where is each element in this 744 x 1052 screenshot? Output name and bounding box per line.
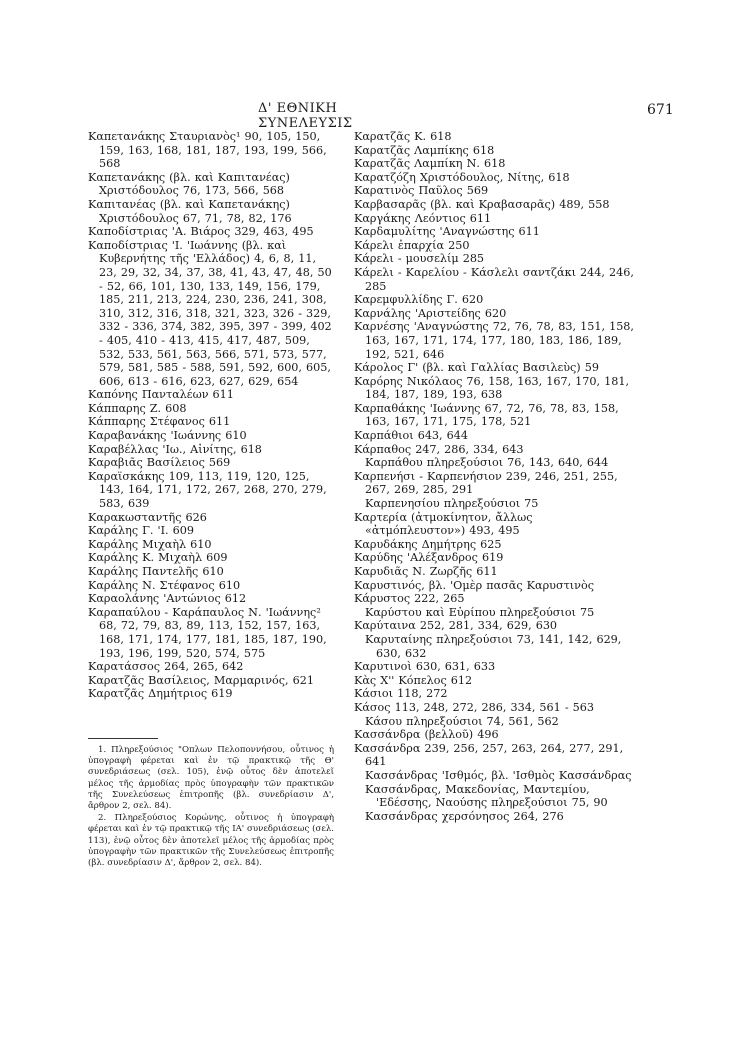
index-entry: Καρατζόζη Χριστόδουλος, Νίτης, 618 — [354, 170, 570, 184]
index-entry: Καρατζᾶς Βασίλειος, Μαρμαρινός, 621 — [88, 673, 315, 687]
index-entry: Καρνέσης 'Αναγνώστης 72, 76, 78, 83, 151, 158, 163, 167, 171, 174, 177, 180, 183, 186, 189, 192, 521, 646 — [354, 320, 634, 361]
index-entry: Κάρπαθος 247, 286, 334, 643 — [354, 442, 524, 456]
index-entry: Κασσάνδρα (βελλοῦ) 496 — [354, 728, 499, 742]
index-entry: Καραβέλλας 'Ιω., Αἰνίτης, 618 — [88, 442, 262, 456]
index-entry: Κάρελι - μουσελίμ 285 — [354, 252, 485, 266]
index-entry: Καρατινὸς Παῦλος 569 — [354, 184, 489, 198]
index-entry: Καραπαύλου - Καράπαυλος Ν. 'Ιωάννης² 68, 72, 79, 83, 89, 113, 152, 157, 163, 168, 171, 174, 177, 181, 185, 187, 190, 193, 196, 199, 520, 574, 575 — [88, 605, 327, 660]
index-entry: Κάσιοι 118, 272 — [354, 687, 448, 701]
running-header-title: Δ' ΕΘΝΙΚΗ ΣΥΝΕΛΕΥΣΙΣ — [258, 101, 353, 131]
index-entry: Καρατζᾶς Λαμπίκης 618 — [354, 143, 495, 157]
index-entry: Καρβασαρᾶς (βλ. καὶ Κραβασαρᾶς) 489, 558 — [354, 197, 610, 211]
index-entry: Καρτερία (ἀτμοκίνητον, ἄλλως «ἀτμόπλευστον») 493, 495 — [354, 510, 533, 538]
page-number: 671 — [647, 102, 674, 118]
index-entry: Καρύδης 'Αλέξανδρος 619 — [354, 551, 504, 565]
index-entry: Καράλης Μιχαὴλ 610 — [88, 537, 212, 551]
index-subentry: Κασσάνδρας, Μακεδονίας, Μαντεμίου, 'Εδέσσης, Ναούσης πληρεξούσιοι 75, 90 — [365, 782, 608, 810]
footnote-1: 1. Πληρεξούσιος "Οπλων Πελοποννήσου, οὗτινος ἡ ὑπογραφὴ φέρεται καὶ ἐν τῷ πρακτικῷ τῆς Θ' συνεδριάσεως (σελ. 105), ἐνῷ οὗτος δὲν ἀποτελεῖ μέλος τῆς ἁρμοδίας πρὸς ὑπογραφὴν τῶν πρακτικῶν τῆς Συνελεύσεως ἐπιτροπῆς (βλ. συνεδρίασιν Δ', ἄρθρον 2, σελ. 84). — [88, 745, 334, 812]
index-entry: Καραβιᾶς Βασίλειος 569 — [88, 456, 231, 470]
index-subentry: Καρπάθου πληρεξούσιοι 76, 143, 640, 644 — [365, 456, 609, 470]
index-entry: Καρεμφυλλίδης Γ. 620 — [354, 293, 484, 307]
footnote-rule — [88, 738, 158, 739]
index-entry: Καπιτανέας (βλ. καὶ Καπετανάκης) Χριστόδουλος 67, 71, 78, 82, 176 — [88, 197, 292, 225]
index-entry: Καρατζᾶς Κ. 618 — [354, 130, 452, 143]
index-entry: Καρπαθάκης 'Ιωάννης 67, 72, 76, 78, 83, 158, 163, 167, 171, 175, 178, 521 — [354, 401, 619, 429]
index-subentry: Καρύστου καὶ Εὐρίπου πληρεξούσιοι 75 — [365, 605, 595, 619]
footnote-2: 2. Πληρεξούσιος Κορώνης, οὗτινος ἡ ὑπογραφὴ φέρεται καὶ ἐν τῷ πρακτικῷ τῆς ΙΑ' συνεδριάσεως (σελ. 113), ἐνῷ οὗτος δὲν ἀποτελεῖ μέλος τῆς ἁρμοδίας πρὸς ὑπογραφὴν τῶν πρακτικῶν τῆς Συνελεύσεως ἐπιτροπῆς (βλ. συνεδρίασιν Δ', ἄρθρον 2, σελ. 84). — [88, 813, 334, 869]
index-subentry: Καρπενησίου πληρεξούσιοι 75 — [365, 497, 539, 511]
index-entry: Καρδαμυλίτης 'Αναγνώστης 611 — [354, 225, 540, 239]
index-entry: Καργάκης Λεόντιος 611 — [354, 211, 492, 225]
index-entry: Καρατζᾶς Λαμπίκη Ν. 618 — [354, 157, 506, 171]
index-entry: Κασσάνδρα 239, 256, 257, 263, 264, 277, 291, 641 — [354, 741, 624, 769]
index-entry: Καπόνης Πανταλέων 611 — [88, 388, 234, 402]
index-entry: Καρατάσσος 264, 265, 642 — [88, 660, 244, 674]
index-entry: Κάσος 113, 248, 272, 286, 334, 561 - 563 — [354, 700, 595, 714]
index-entry: Καρυδάκης Δημήτρης 625 — [354, 537, 502, 551]
index-entry: Κάρυστος 222, 265 — [354, 592, 465, 606]
index-entry: Καποδίστριας 'Ι. 'Ιωάννης (βλ. καὶ Κυβερνήτης τῆς 'Ελλάδος) 4, 6, 8, 11, 23, 29, 32, 34, 37, 38, 41, 43, 47, 48, 50 - 52, 66, 101, 130, 133, 149, 156, 179, 185, 211, 213, 224, 230, 236, 241, 308, 310, 312, 316, 318, 321, 323, 326 - 329, 332 - 336, 374, 382, 395, 397 - 399, 402 - 405, 410 - 413, 415, 417, 487, 509, 532, 533, 561, 563, 566, 571, 573, 577, 579, 581, 585 - 588, 591, 592, 600, 605, 606, 613 - 616, 623, 627, 629, 654 — [88, 238, 332, 388]
index-entry: Καραολάνης 'Αντώνιος 612 — [88, 592, 247, 606]
index-entry: Καρπενήσι - Καρπενήσιον 239, 246, 251, 255, 267, 269, 285, 291 — [354, 469, 618, 497]
index-entry: Κάρολος Γ' (βλ. καὶ Γαλλίας Βασιλεὺς) 59 — [354, 361, 599, 375]
index-entry: Καρύταινα 252, 281, 334, 629, 630 — [354, 619, 558, 633]
index-entry: Καράλης Ν. Στέφανος 610 — [88, 578, 241, 592]
index-entry: Καρπάθιοι 643, 644 — [354, 429, 469, 443]
index-entry: Κάρελι ἐπαρχία 250 — [354, 238, 470, 252]
index-entry: Καποδίστριας 'Α. Βιάρος 329, 463, 495 — [88, 225, 314, 239]
index-entry: Καραβανάκης 'Ιωάννης 610 — [88, 429, 247, 443]
index-subentry: Κασσάνδρας χερσόνησος 264, 276 — [365, 809, 564, 823]
index-entry: Καράλης Κ. Μιχαὴλ 609 — [88, 551, 228, 565]
index-subentry: Καρυταίνης πληρεξούσιοι 73, 141, 142, 629, 630, 632 — [365, 632, 622, 660]
index-entry: Καράλης Γ. 'Ι. 609 — [88, 524, 194, 538]
index-entry: Κὰς Χ'' Κόπελος 612 — [354, 673, 473, 687]
footnotes — [88, 738, 334, 870]
index-entry: Κάππαρης Στέφανος 611 — [88, 415, 231, 429]
index-subentry: Κάσου πληρεξούσιοι 74, 561, 562 — [365, 714, 559, 728]
index-subentry: Κασσάνδρας 'Ισθμός, βλ. 'Ισθμὸς Κασσάνδρας — [365, 768, 632, 782]
index-entry: Καρυστινός, βλ. 'Ομὲρ πασᾶς Καρυστινὸς — [354, 578, 594, 592]
index-column-right — [354, 130, 634, 823]
index-entry: Καρόρης Νικόλαος 76, 158, 163, 167, 170, 181, 184, 187, 189, 193, 638 — [354, 374, 630, 402]
index-entry: Καρυδιᾶς Ν. Ζωρζῆς 611 — [354, 565, 498, 578]
index-entry: Κάρελι - Καρελίου - Κάσλελι σαντζάκι 244, 246, 285 — [354, 265, 634, 293]
index-entry: Κάππαρης Ζ. 608 — [88, 401, 187, 415]
index-entry: Καπετανάκης (βλ. καὶ Καπιτανέας) Χριστόδουλος 76, 173, 566, 568 — [88, 170, 290, 198]
index-entry: Καρνάλης 'Αριστείδης 620 — [354, 306, 507, 320]
index-entry: Καρακωσταντῆς 626 — [88, 510, 207, 524]
index-entry: Καρυτινοὶ 630, 631, 633 — [354, 660, 496, 674]
index-column-left — [88, 130, 333, 701]
index-entry: Καράλης Παντελῆς 610 — [88, 565, 224, 578]
index-entry: Καπετανάκης Σταυριανὸς¹ 90, 105, 150, 159, 163, 168, 181, 187, 193, 199, 566, 568 — [88, 130, 327, 171]
index-entry: Καρατζᾶς Δημήτριος 619 — [88, 687, 233, 701]
index-entry: Καραϊσκάκης 109, 113, 119, 120, 125, 143, 164, 171, 172, 267, 268, 270, 279, 583, 639 — [88, 469, 327, 511]
